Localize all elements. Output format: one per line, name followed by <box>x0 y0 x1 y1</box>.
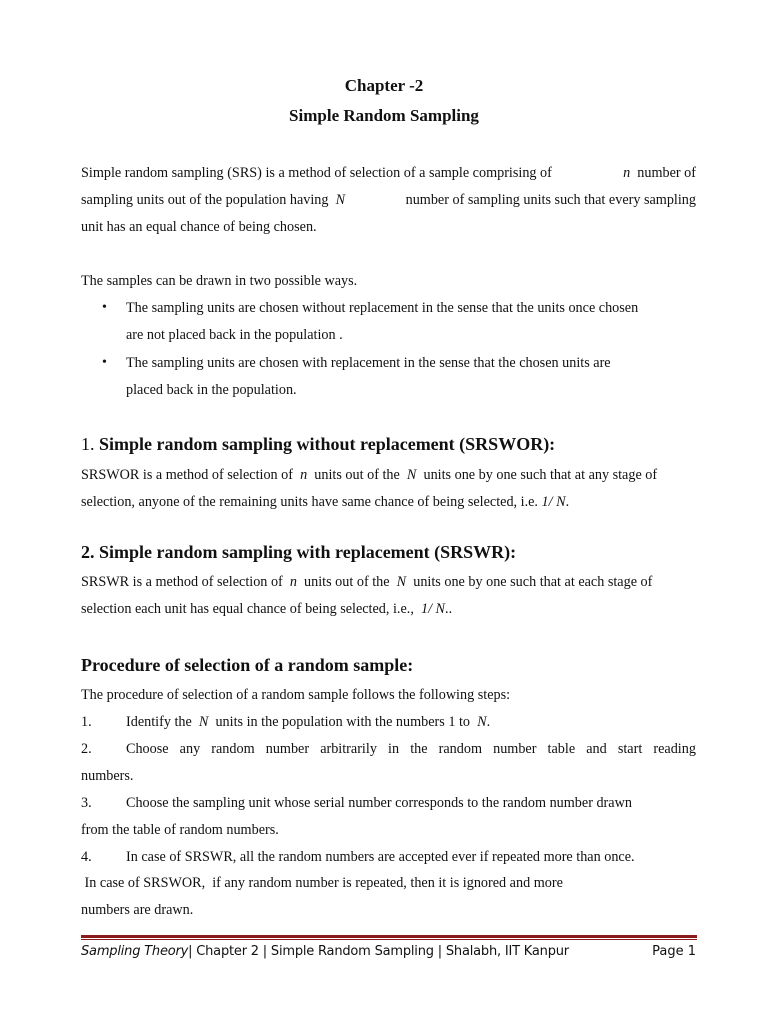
page-number: Page 1 <box>652 944 696 959</box>
step-4-text: In case of SRSWR, all the random numbers are accepted ever if repeated more than once. <box>126 849 635 865</box>
step-3-number: 3. <box>81 795 92 811</box>
srswor-text-line-2: selection, anyone of the remaining units have same chance of being selected, i.e. 1/ N. <box>81 494 570 510</box>
step-2-continuation: numbers. <box>81 768 134 784</box>
step-4-line-3: numbers are drawn. <box>81 902 194 918</box>
fraction-1-over-N: 1/ N <box>541 494 566 510</box>
footer-rule-thin <box>81 939 697 940</box>
step-3-text: Choose the sampling unit whose serial number corresponds to the random number drawn <box>126 795 632 811</box>
fraction-1-over-N: 1/ N <box>420 601 446 617</box>
intro-line-1: Simple random sampling (SRS) is a method of selection of a sample comprising of n number of <box>81 165 696 181</box>
page-title: Simple Random Sampling <box>289 106 479 125</box>
srswor-text-line-1: SRSWOR is a method of selection of n units out of the N units one by one such that at any stage of <box>81 467 658 483</box>
chapter-label: Chapter -2 <box>344 76 424 95</box>
srswr-text-line-2: selection each unit has equal chance of being selected, i.e., 1/ N.. <box>81 601 453 617</box>
step-2-text: Choose any random number arbitrarily in the random number table and start reading <box>126 741 696 757</box>
bullet-1-line-2: are not placed back in the population . <box>126 327 343 343</box>
procedure-heading: Procedure of selection of a random sample: <box>81 655 414 675</box>
step-4-number: 4. <box>81 849 92 865</box>
srswr-text-line-1: SRSWR is a method of selection of n units out of the N units one by one such that at each stage of <box>81 574 653 590</box>
step-3-continuation: from the table of random numbers. <box>81 822 279 838</box>
intro-line-3: unit has an equal chance of being chosen. <box>81 219 317 235</box>
bullet-icon: • <box>102 355 107 370</box>
step-1-number: 1. <box>81 714 92 730</box>
step-4-line-2: In case of SRSWOR, if any random number is repeated, then it is ignored and more <box>81 875 563 891</box>
srswor-heading: 1. Simple random sampling without replacement (SRSWOR): <box>81 434 556 454</box>
step-2-number: 2. <box>81 741 92 757</box>
bullet-icon: • <box>102 300 107 315</box>
footer-rule-thick <box>81 935 697 938</box>
srswr-heading: 2. Simple random sampling with replacement (SRSWR): <box>81 542 517 562</box>
step-1-text: Identify the N units in the population with the numbers 1 to N. <box>126 714 491 730</box>
bullet-1-line-1: The sampling units are chosen without replacement in the sense that the units once chosen <box>126 300 639 316</box>
intro-line-2: sampling units out of the population having N number of sampling units such that every sampling <box>81 192 696 208</box>
ways-lead: The samples can be drawn in two possible ways. <box>81 273 358 289</box>
bullet-2-line-2: placed back in the population. <box>126 382 297 398</box>
bullet-2-line-1: The sampling units are chosen with replacement in the sense that the chosen units are <box>126 355 611 371</box>
footer-left: Sampling Theory| Chapter 2 | Simple Random Sampling | Shalabh, IIT Kanpur <box>81 944 569 959</box>
procedure-lead: The procedure of selection of a random sample follows the following steps: <box>81 687 511 703</box>
